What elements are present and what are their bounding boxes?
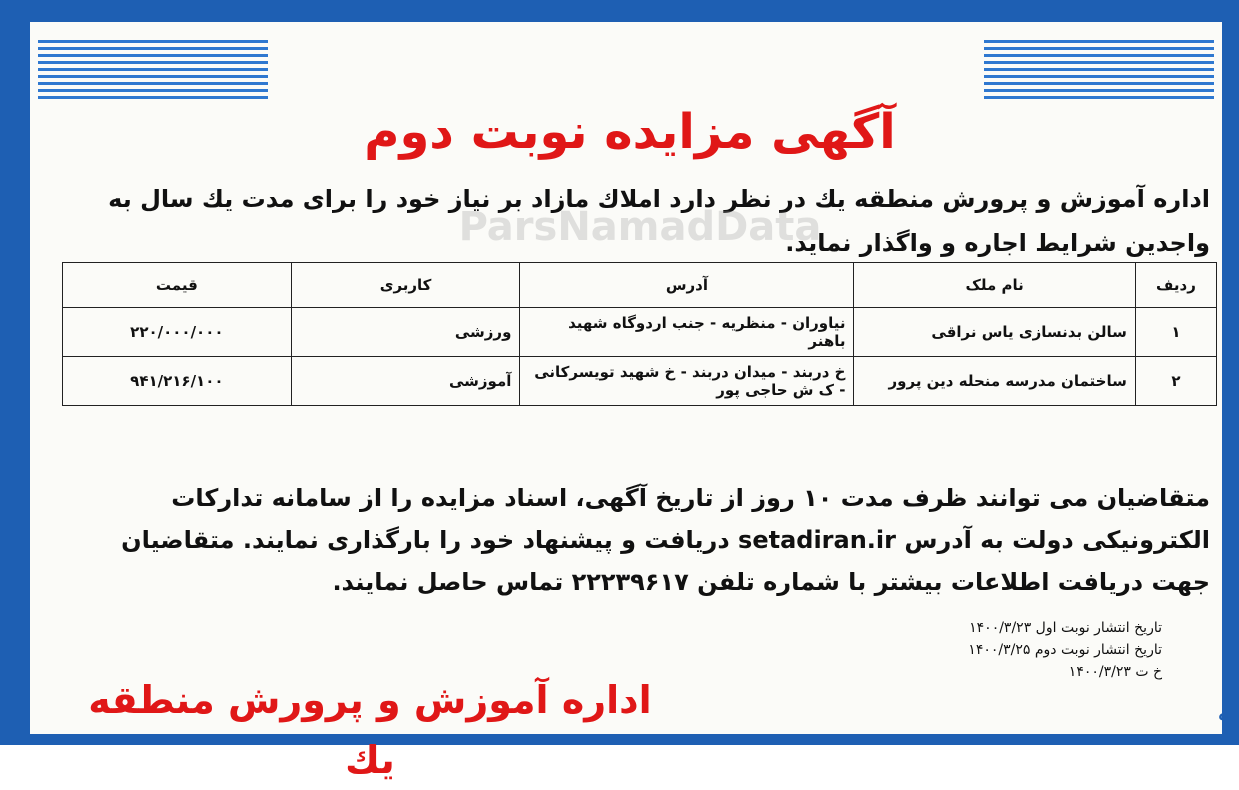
cell-row-number: ۲ <box>1135 357 1216 406</box>
cell-usage: ورزشی <box>291 308 520 357</box>
corner-mark-icon: ؎ <box>1219 701 1232 726</box>
publication-dates <box>762 617 1162 683</box>
header-top-line <box>210 30 1030 54</box>
header-usage: کاربری <box>291 263 520 308</box>
header-row-number: ردیف <box>1135 263 1216 308</box>
cell-address: خ دربند - میدان دربند - خ شهید تویسرکانی - ک ش حاجی پور <box>520 357 854 406</box>
table-row <box>63 308 1217 357</box>
cell-price: ۲۲۰/۰۰۰/۰۰۰ <box>63 308 292 357</box>
intro-paragraph: اداره آموزش و پرورش منطقه یك در نظر دارد املاك مازاد بر نیاز خود را برای مدت یك سال به واجدین شرایط اجاره و واگذار نماید. <box>108 185 1210 257</box>
cell-usage: آموزشی <box>291 357 520 406</box>
table-header-row <box>63 263 1217 308</box>
first-publication-date: تاریخ انتشار نوبت اول ۱۴۰۰/۳/۲۳ <box>969 620 1162 636</box>
cell-property-name: سالن بدنسازی یاس نراقی <box>854 308 1135 357</box>
advertisement-paper <box>30 22 1222 782</box>
issuer-signature: اداره آموزش و پرورش منطقه یك <box>88 678 652 782</box>
table-row <box>63 357 1217 406</box>
ad-code: خ ت ۱۴۰۰/۳/۲۳ <box>1068 664 1162 680</box>
watermark: ParsNamadData <box>458 204 822 250</box>
header-price: قیمت <box>63 263 292 308</box>
cell-row-number: ۱ <box>1135 308 1216 357</box>
cell-price: ۹۴۱/۲۱۶/۱۰۰ <box>63 357 292 406</box>
properties-table <box>62 262 1217 406</box>
instructions-paragraph: متقاضیان می توانند ظرف مدت ۱۰ روز از تاریخ آگهی، اسناد مزایده را از سامانه تدارکات الکترونیکی دولت به آدرس setadiran.ir دریافت و پیشنهاد خود را بارگذاری نمایند. متقاضیان جهت دریافت اطلاعات بیشتر با شماره تلفن ۲۲۲۳۹۶۱۷ تماس حاصل نمایند. <box>121 484 1210 596</box>
header-address: آدرس <box>520 263 854 308</box>
second-publication-date: تاریخ انتشار نوبت دوم ۱۴۰۰/۳/۲۵ <box>968 642 1162 658</box>
cell-address: نیاوران - منظریه - جنب اردوگاه شهید باهنر <box>520 308 854 357</box>
ad-title: آگهی مزایده نوبت دوم <box>364 104 896 160</box>
header-property-name: نام ملک <box>854 263 1135 308</box>
cell-property-name: ساختمان مدرسه منحله دین پرور <box>854 357 1135 406</box>
